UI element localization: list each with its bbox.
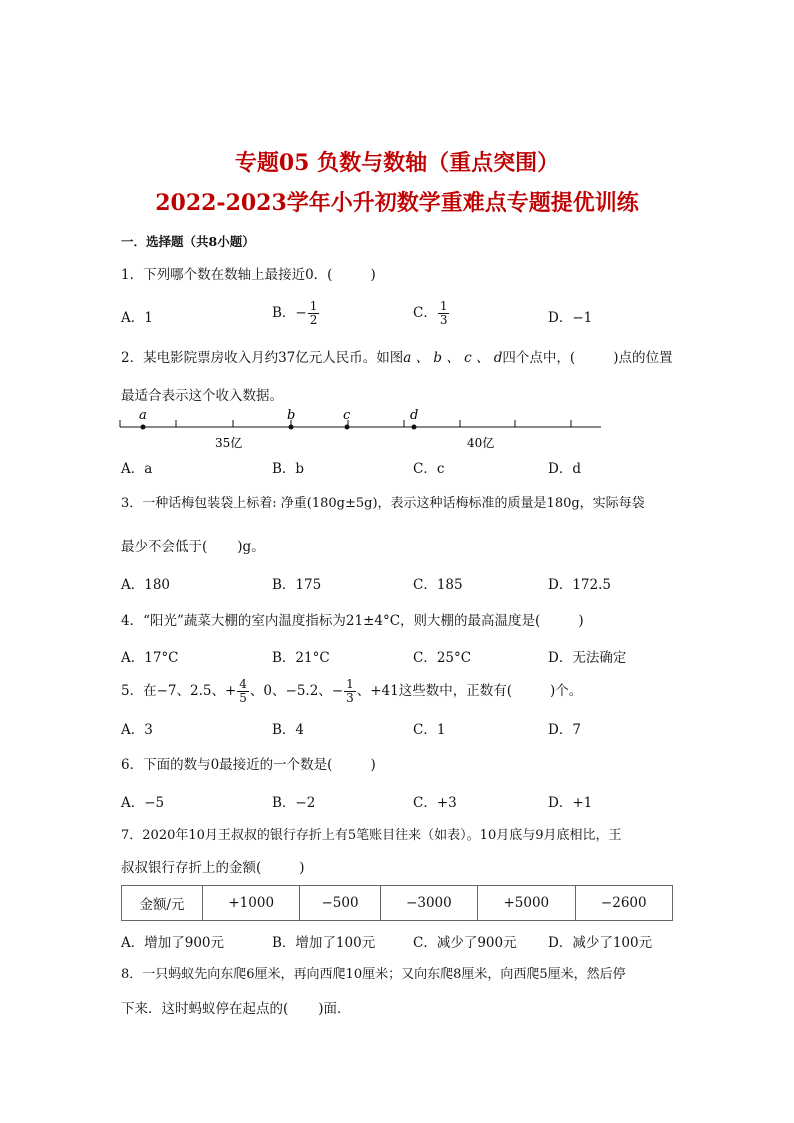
question-4: 4．“阳光”蔬菜大棚的室内温度指标为21±4°C，则大棚的最高温度是( ) xyxy=(121,613,584,629)
q4-option-d: D．无法确定 xyxy=(548,650,627,666)
table-row xyxy=(122,886,673,921)
table-cell: +5000 xyxy=(478,886,575,921)
question-5: 5．在−7、2.5、+ $\frac{4}{5}$ 、0、−5.2、− $\frac{1}{3}$ 、+41这些数中，正数有( )个。 xyxy=(121,677,583,705)
q3-option-a: A．180 xyxy=(121,577,171,593)
q7-option-b: B．增加了100元 xyxy=(272,935,376,951)
table-cell: −2600 xyxy=(575,886,672,921)
fraction: $\frac{1}{3}$ xyxy=(439,299,448,327)
title-subtitle: 2022-2023学年小升初数学重难点专题提优训练 xyxy=(155,190,639,216)
question-2-line2: 最适合表示这个收入数据。 xyxy=(121,388,283,404)
question-3: 3．一种话梅包装袋上标着: 净重(180g±5g)，表示这种话梅标准的质量是180g，实际每袋 xyxy=(121,496,645,511)
q3-option-c: C．185 xyxy=(413,577,463,593)
fraction: $\frac{1}{3}$ xyxy=(346,677,354,705)
point-b xyxy=(289,425,294,430)
q2-option-c: C．c xyxy=(413,461,445,477)
point-d xyxy=(412,425,417,430)
q1-option-c: C． $\frac{1}{3}$ xyxy=(413,299,448,327)
label-a: a xyxy=(139,408,147,423)
q5-option-a: A．3 xyxy=(121,722,153,738)
question-3-line2: 最少不会低于( )g。 xyxy=(121,539,265,555)
q5-option-b: B．4 xyxy=(272,722,305,738)
q2-option-d: D．d xyxy=(548,461,581,477)
q2-option-b: B．b xyxy=(272,461,305,477)
q6-option-a: A．−5 xyxy=(121,795,165,811)
q3-option-d: D．172.5 xyxy=(548,577,611,593)
fraction: $\frac{4}{5}$ xyxy=(239,677,247,705)
q1-option-b: B．− $\frac{1}{2}$ xyxy=(272,299,318,327)
table-cell: 金额/元 xyxy=(122,886,203,921)
title-topic: 专题05 负数与数轴（重点突围） xyxy=(234,150,560,176)
q5-option-d: D．7 xyxy=(548,722,581,738)
q6-option-d: D．+1 xyxy=(548,795,593,811)
section-heading: 一．选择题（共8小题） xyxy=(121,234,255,249)
table-cell: −3000 xyxy=(380,886,477,921)
q6-option-c: C．+3 xyxy=(413,795,457,811)
account-table xyxy=(121,885,673,921)
q4-option-a: A．17°C xyxy=(121,650,179,666)
table-cell: −500 xyxy=(300,886,380,921)
question-1: 1．下列哪个数在数轴上最接近0．( ) xyxy=(121,267,376,283)
question-7: 7．2020年10月王叔叔的银行存折上有5笔账目往来（如表）。10月底与9月底相比，王 xyxy=(121,828,622,843)
tick-label-35: 35亿 xyxy=(215,436,243,450)
question-7-line2: 叔叔银行存折上的金额( ) xyxy=(121,860,305,876)
q1-option-a: A．1 xyxy=(121,310,153,326)
question-8-line2: 下来．这时蚂蚁停在起点的( )面． xyxy=(121,1001,351,1017)
q2-option-a: A．a xyxy=(121,461,153,477)
label-c: c xyxy=(343,408,351,423)
fraction: $\frac{1}{2}$ xyxy=(309,299,318,327)
question-8: 8．一只蚂蚁先向东爬6厘米，再向西爬10厘米；又向东爬8厘米，向西爬5厘米，然后停 xyxy=(121,967,626,982)
q6-option-b: B．−2 xyxy=(272,795,316,811)
point-c xyxy=(345,425,350,430)
question-6: 6．下面的数与0最接近的一个数是( ) xyxy=(121,757,376,773)
q5-option-c: C．1 xyxy=(413,722,446,738)
tick-label-40: 40亿 xyxy=(467,436,495,450)
q7-option-a: A．增加了900元 xyxy=(121,935,225,951)
q4-option-b: B．21°C xyxy=(272,650,330,666)
table-cell: +1000 xyxy=(203,886,300,921)
label-b: b xyxy=(287,408,296,423)
question-1-text: 1．下列哪个数在数轴上最接近0．( xyxy=(121,267,333,283)
q4-option-c: C．25°C xyxy=(413,650,472,666)
label-d: d xyxy=(410,408,419,423)
number-line xyxy=(115,404,607,452)
q1-option-d: D．−1 xyxy=(548,310,593,326)
q7-option-c: C．减少了900元 xyxy=(413,935,517,951)
q7-option-d: D．减少了100元 xyxy=(548,935,653,951)
q3-option-b: B．175 xyxy=(272,577,322,593)
point-a xyxy=(141,425,146,430)
question-2: 2．某电影院票房收入月约37亿元人民币。如图a 、 b 、 c 、 d四个点中，( )点的位置 xyxy=(121,350,673,366)
